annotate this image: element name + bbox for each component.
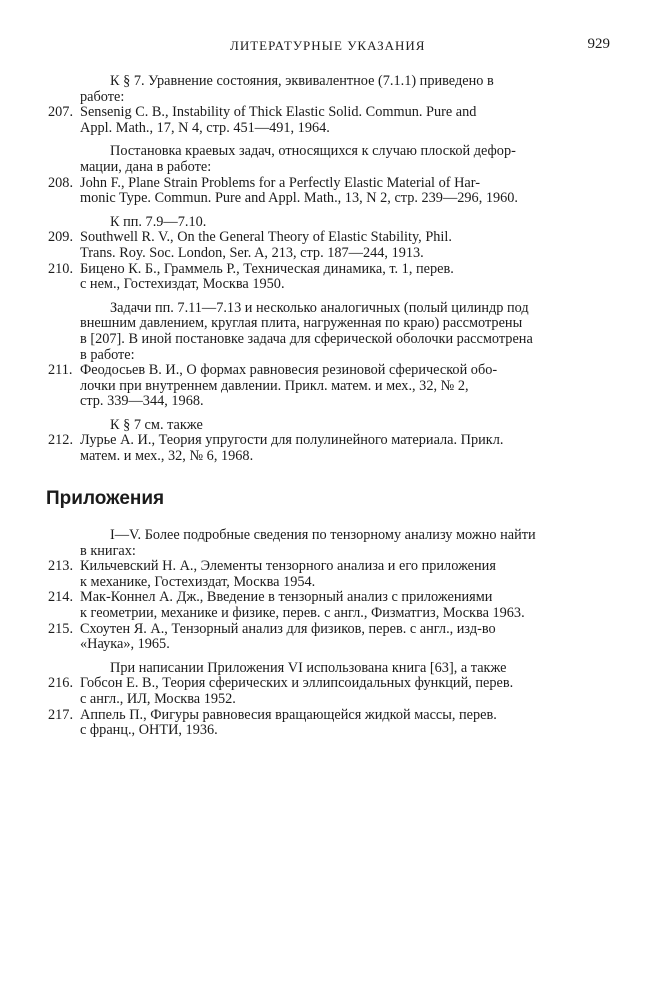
paragraph-intro-sec7 <box>80 74 608 105</box>
section-heading: Приложения <box>46 488 165 509</box>
page-number: 929 <box>587 36 610 52</box>
text-line: внешним давлением, круглая плита, нагруженная по краю) рассмотрены <box>80 316 523 332</box>
reference-213 <box>48 558 608 590</box>
text-line: При написании Приложения VI использована книга [63], а также <box>110 660 507 676</box>
reference-215 <box>48 620 608 653</box>
text-line: Appl. Math., 17, N 4, стр. 451—491, 1964. <box>80 120 330 136</box>
reference-number: 217. <box>48 706 74 723</box>
paragraph-tensor-books <box>80 528 608 559</box>
text-line: Кильчевский Н. А., Элементы тензорного анализа и его приложения <box>80 559 496 575</box>
text-line: в книгах: <box>80 543 136 559</box>
reference-number: 213. <box>48 558 74 575</box>
reference-number: 215. <box>48 620 74 637</box>
reference-216 <box>48 675 608 707</box>
reference-214 <box>48 589 608 621</box>
paragraph-appendix-vi <box>80 661 608 677</box>
text-line: Феодосьев В. И., О формах равновесия резиновой сферической обо- <box>80 363 498 379</box>
reference-number: 209. <box>48 229 74 246</box>
text-line: работе: <box>80 89 125 105</box>
reference-207 <box>48 104 608 136</box>
paragraph-see-also <box>80 418 608 434</box>
text-line: «Наука», 1965. <box>80 637 170 653</box>
running-header <box>80 38 610 54</box>
paragraph-plane-strain <box>80 144 608 175</box>
text-line: с англ., ИЛ, Москва 1952. <box>80 691 236 707</box>
text-line: в работе: <box>80 347 135 363</box>
paragraph-problems-7-11 <box>80 301 608 363</box>
text-line: Бицено К. Б., Граммель Р., Техническая динамика, т. 1, перев. <box>80 261 454 277</box>
text-line: Sensenig C. B., Instability of Thick Elastic Solid. Commun. Pure and <box>80 105 477 121</box>
references-block-appendices <box>48 528 608 739</box>
text-line: Trans. Roy. Soc. London, Ser. A, 213, стр. 187—244, 1913. <box>80 245 424 261</box>
text-line: в [207]. В иной постановке задача для сферической оболочки рассмотрена <box>80 331 533 347</box>
text-line: стр. 339—344, 1968. <box>80 394 204 410</box>
text-line: мации, дана в работе: <box>80 159 212 175</box>
paragraph-sections-7-9 <box>80 215 608 231</box>
reference-number: 212. <box>48 432 74 449</box>
text-line: К пп. 7.9—7.10. <box>110 214 207 230</box>
text-line: Гобсон Е. В., Теория сферических и эллипсоидальных функций, перев. <box>80 676 514 692</box>
text-line: I—V. Более подробные сведения по тензорному анализу можно найти <box>110 528 536 543</box>
text-line: к механике, Гостехиздат, Москва 1954. <box>80 574 316 590</box>
header-title: ЛИТЕРАТУРНЫЕ УКАЗАНИЯ <box>230 38 426 53</box>
text-line: Постановка краевых задач, относящихся к случаю плоской дефор- <box>110 144 516 160</box>
text-line: monic Type. Commun. Pure and Appl. Math., 13, N 2, стр. 239—296, 1960. <box>80 191 519 207</box>
text-line: Лурье А. И., Теория упругости для полулинейного материала. Прикл. <box>80 433 504 449</box>
reference-217 <box>48 706 608 739</box>
text-line: John F., Plane Strain Problems for a Perfectly Elastic Material of Har- <box>80 175 480 191</box>
text-line: Схоутен Я. А., Тензорный анализ для физиков, перев. с англ., изд-во <box>80 621 496 637</box>
references-block-chapter7 <box>48 74 608 465</box>
text-line: матем. и мех., 32, № 6, 1968. <box>80 449 254 465</box>
reference-208 <box>48 174 608 207</box>
reference-number: 216. <box>48 675 74 692</box>
reference-number: 214. <box>48 589 74 606</box>
text-line: Southwell R. V., On the General Theory of Elastic Stability, Phil. <box>80 230 452 246</box>
text-line: Мак-Коннел А. Дж., Введение в тензорный анализ с приложениями <box>80 590 493 606</box>
reference-210 <box>48 260 608 293</box>
reference-number: 210. <box>48 260 74 277</box>
text-line: с франц., ОНТИ, 1936. <box>80 723 218 739</box>
text-line: лочки при внутреннем давлении. Прикл. матем. и мех., 32, № 2, <box>80 378 469 394</box>
text-line: Задачи пп. 7.11—7.13 и несколько аналогичных (полый цилиндр под <box>110 300 529 316</box>
text-line: К § 7. Уравнение состояния, эквивалентное (7.1.1) приведено в <box>110 74 494 89</box>
reference-number: 208. <box>48 174 74 191</box>
reference-211 <box>48 362 608 410</box>
text-line: Аппель П., Фигуры равновесия вращающейся жидкой массы, перев. <box>80 707 497 723</box>
text-line: К § 7 см. также <box>110 417 203 433</box>
reference-209 <box>48 229 608 261</box>
reference-212 <box>48 432 608 465</box>
reference-number: 211. <box>48 362 73 379</box>
text-line: с нем., Гостехиздат, Москва 1950. <box>80 277 285 293</box>
text-line: к геометрии, механике и физике, перев. с англ., Физматгиз, Москва 1963. <box>80 605 525 621</box>
reference-number: 207. <box>48 104 74 121</box>
